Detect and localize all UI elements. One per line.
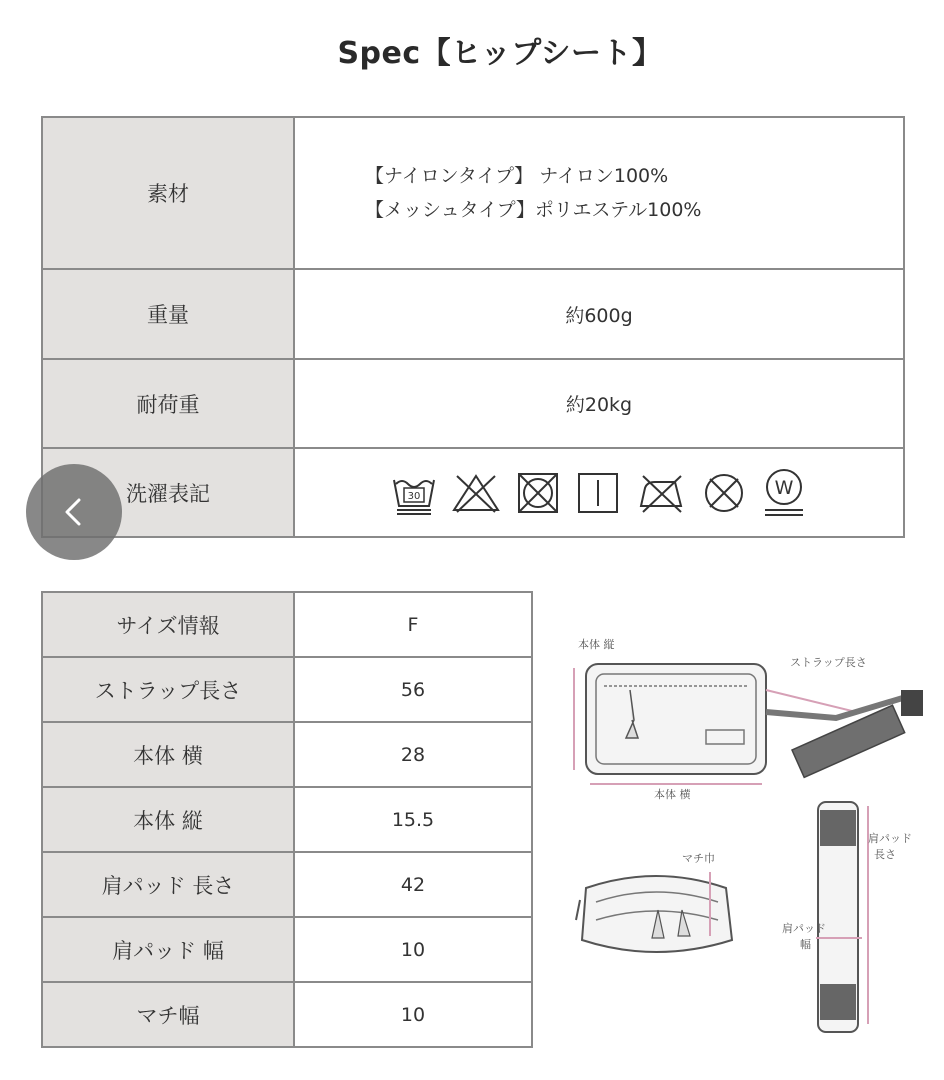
diagram-label-body-width: 本体 横 [654,788,691,801]
line-dry-icon [575,470,621,516]
spec-row-weight [42,269,904,359]
chevron-left-icon [54,492,94,532]
size-row [42,722,532,787]
size-value: 56 [294,657,532,722]
load-label: 耐荷重 [42,359,294,448]
diagram-label-pad-width-2: 幅 [800,938,811,951]
diagram-label-gusset: マチ巾 [682,852,715,865]
size-label: ストラップ長さ [42,657,294,722]
page-title: Spec【ヒップシート】 [337,36,663,71]
size-value: 10 [294,982,532,1047]
size-value: 28 [294,722,532,787]
spec-row-material [42,117,904,269]
material-line-1: 【ナイロンタイプ】 ナイロン100% [365,165,669,187]
size-row [42,657,532,722]
diagram-label-pad-width-1: 肩パッド [782,922,826,935]
shoulder-pad-illustration [782,802,912,1032]
bag-front-illustration [574,637,766,801]
bag-side-illustration [576,851,732,952]
size-value: 10 [294,917,532,982]
size-row [42,787,532,852]
diagram-label-strap-length: ストラップ長さ [790,656,867,669]
strap-illustration [766,656,923,777]
product-dimension-diagram [556,620,936,1050]
no-tumble-dry-icon [515,470,561,516]
wet-clean-icon [761,467,807,519]
weight-label: 重量 [42,269,294,359]
size-label: 本体 横 [42,722,294,787]
material-value [294,117,904,269]
size-row [42,592,532,657]
size-label: 肩パッド 長さ [42,852,294,917]
spec-row-washing [42,448,904,537]
diagram-label-body-height: 本体 縦 [578,638,615,651]
size-row [42,982,532,1047]
diagram-label-pad-length-2: 長さ [874,848,896,861]
size-row [42,852,532,917]
material-line-2: 【メッシュタイプ】ポリエステル100% [365,199,702,221]
no-dry-clean-icon [701,470,747,516]
no-bleach-icon [451,470,501,516]
size-label: マチ幅 [42,982,294,1047]
wash-30-icon [391,470,437,516]
no-iron-icon [635,470,687,516]
size-value: 42 [294,852,532,917]
wet-clean-letter: W [774,476,794,499]
spec-table [41,116,905,538]
spec-row-load [42,359,904,448]
washing-label: 洗濯表記 [42,448,294,537]
size-label: 肩パッド 幅 [42,917,294,982]
back-button[interactable] [26,464,122,560]
load-value: 約20kg [294,359,904,448]
size-label: サイズ情報 [42,592,294,657]
weight-value: 約600g [294,269,904,359]
size-value: 15.5 [294,787,532,852]
size-label: 本体 縦 [42,787,294,852]
washing-symbols [294,448,904,537]
wash-temperature: 30 [407,490,421,502]
size-row [42,917,532,982]
size-value: F [294,592,532,657]
size-table [41,591,533,1048]
material-label: 素材 [42,117,294,269]
diagram-label-pad-length-1: 肩パッド [868,832,912,845]
